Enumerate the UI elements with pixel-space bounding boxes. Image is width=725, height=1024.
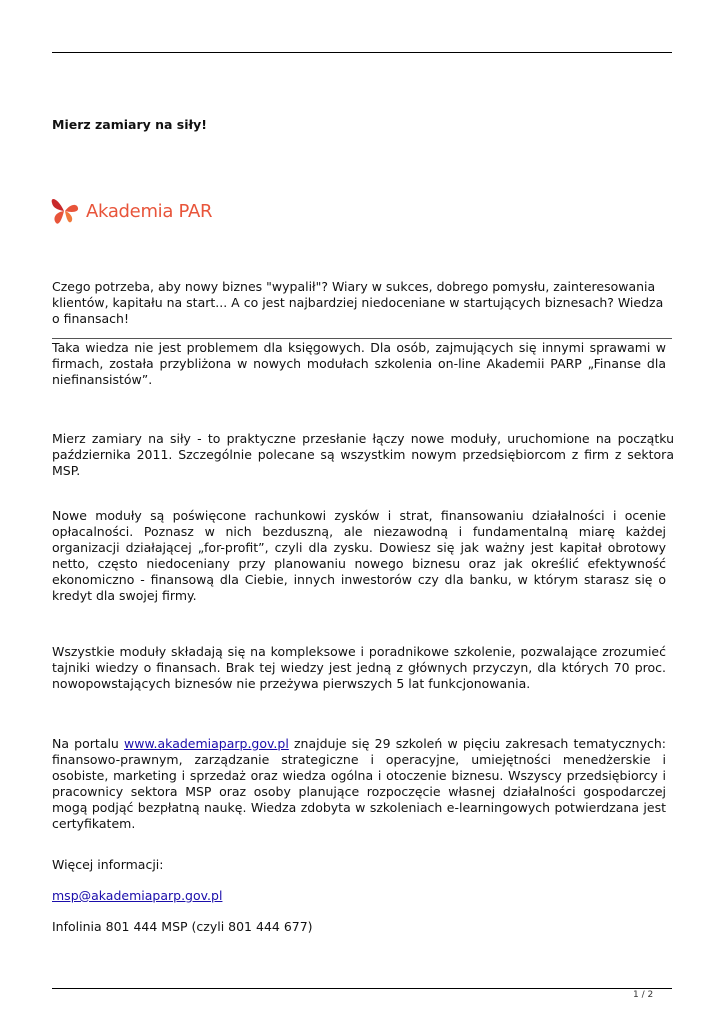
paragraph-divider — [52, 338, 672, 339]
more-info-label: Więcej informacji: — [52, 857, 164, 872]
paragraph-accountants: Taka wiedza nie jest problemem dla księgowych. Dla osób, zajmujących się innymi sprawami w firmach, została przybliżona w nowych modułach szkolenia on-line Akademii PARP „Finanse dla niefinansistów”. — [52, 340, 666, 387]
header-rule — [52, 52, 672, 53]
butterfly-logo-icon — [50, 194, 80, 228]
paragraph-training: Wszystkie moduły składają się na kompleksowe i poradnikowe szkolenie, pozwalające zrozumieć tajniki wiedzy o finansach. Brak tej wiedzy jest jedną z głównych przyczyn, dla których 70 proc. nowopowstających biznesów nie przeżywa pierwszych 5 lat funkcjonowania. — [52, 644, 666, 691]
hotline-text: Infolinia 801 444 MSP (czyli 801 444 677) — [52, 919, 313, 934]
email-paragraph — [52, 888, 666, 904]
logo-wordmark: Akademia PAR — [86, 200, 213, 222]
email-link[interactable]: msp@akademiaparp.gov.pl — [52, 888, 223, 903]
portal-text-after: znajduje się 29 szkoleń w pięciu zakresach tematycznych: finansowo-prawnym, zarządzanie strategiczne i operacyjne, umiejętności menedżerskie i osobiste, marketing i sprzedaż oraz wiedza ogólna i otoczenie biznesu. Wszyscy przedsiębiorcy i pracownicy sektora MSP oraz osoby planujące rozpoczęcie własnej działalności gospodarczej mogą podjąć bezpłatną naukę. Wiedza zdobyta w szkoleniach e-learningowych potwierdzana jest certyfikatem. — [52, 736, 666, 831]
paragraph-portal — [52, 736, 666, 832]
footer-rule — [52, 988, 672, 989]
paragraph-modules: Nowe moduły są poświęcone rachunkowi zysków i strat, finansowaniu działalności i ocenie opłacalności. Poznasz w nich bezduszną, ale niezawodną i fundamentalną miarę każdej organizacji działającej „for-profit”, czyli dla zysku. Dowiesz się jak ważny jest kapitał obrotowy netto, często niedoceniany przy planowaniu nowego biznesu oraz jak określić efektywność ekonomiczno - finansową dla Ciebie, innych inwestorów czy dla banku, w którym starasz się o kredyt dla swojej firmy. — [52, 508, 666, 603]
paragraph-message: Mierz zamiary na siły - to praktyczne przesłanie łączy nowe moduły, uruchomione na początku października 2011. Szczególnie polecane są wszystkim nowym przedsiębiorcom z firm z sektora MSP. — [52, 431, 674, 478]
portal-link[interactable]: www.akademiaparp.gov.pl — [124, 736, 289, 751]
portal-text-before: Na portalu — [52, 736, 125, 751]
page-number: 1 / 2 — [633, 990, 654, 1000]
akademia-parp-logo — [50, 193, 213, 229]
page-title: Mierz zamiary na siły! — [52, 117, 208, 132]
paragraph-intro: Czego potrzeba, aby nowy biznes "wypalił"? Wiary w sukces, dobrego pomysłu, zainteresowania klientów, kapitału na start... A co jest najbardziej niedoceniane w startujących biznesach? Wiedza o finansach! — [52, 279, 664, 326]
